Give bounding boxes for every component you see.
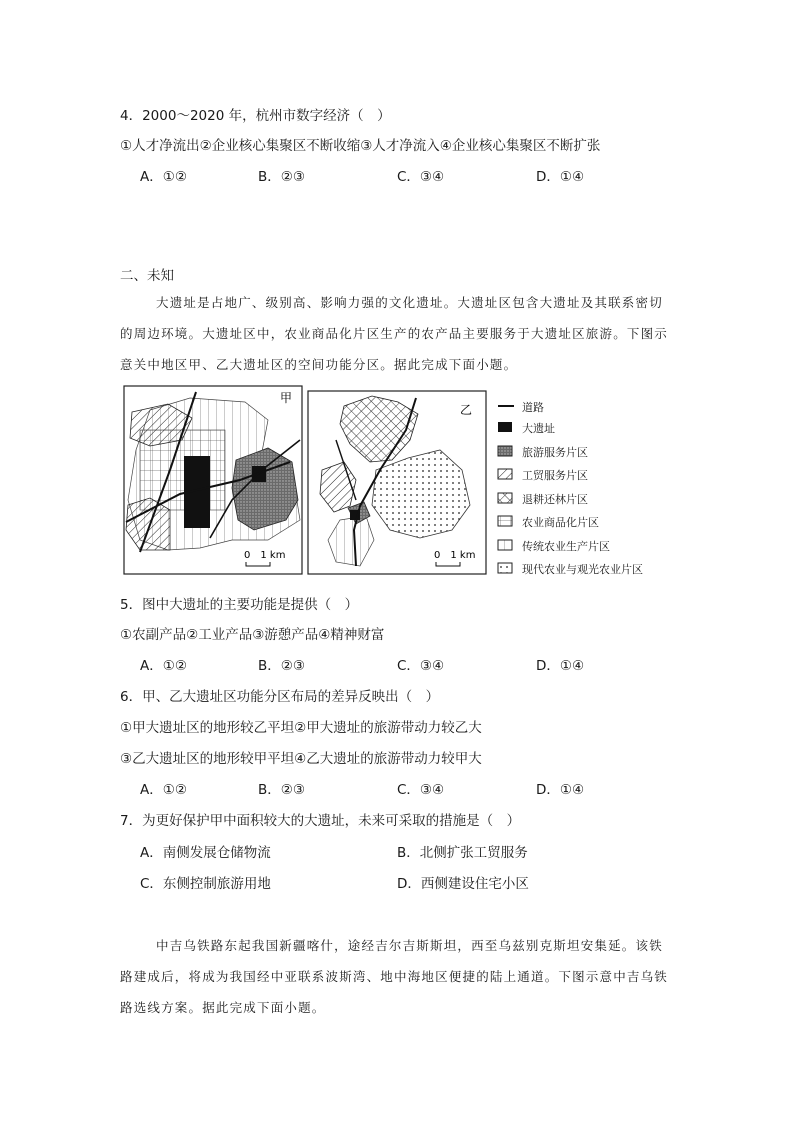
- map-yi-label: 乙: [460, 403, 473, 417]
- q6-option-c[interactable]: C．③④: [397, 782, 445, 798]
- map-yi-scale: 0 1 km: [434, 550, 476, 561]
- passage-line-3: 意关中地区甲、乙大遗址区的空间功能分区。据此完成下面小题。: [120, 357, 518, 372]
- legend-label-modern: 现代农业与观光农业片区: [522, 563, 643, 576]
- q7-option-c[interactable]: C．东侧控制旅游用地: [140, 876, 271, 892]
- q4-option-a[interactable]: A．①②: [140, 169, 187, 185]
- q7-stem: 7．为更好保护甲中面积较大的大遗址，未来可采取的措施是（ ）: [120, 813, 521, 829]
- q5-option-d[interactable]: D．①④: [536, 658, 585, 674]
- map-yi: [308, 391, 486, 574]
- q6-option-a[interactable]: A．①②: [140, 782, 187, 798]
- q4-statements: ①人才净流出②企业核心集聚区不断收缩③人才净流入④企业核心集聚区不断扩张: [120, 138, 601, 154]
- q7-option-b[interactable]: B．北侧扩张工贸服务: [397, 845, 528, 861]
- q4-option-c[interactable]: C．③④: [397, 169, 445, 185]
- passage-line-1: 大遗址是占地广、级别高、影响力强的文化遗址。大遗址区包含大遗址及其联系密切: [156, 295, 663, 310]
- legend-label-site: 大遗址: [522, 422, 555, 435]
- legend-swatch-industry: [498, 469, 512, 479]
- q5-option-a[interactable]: A．①②: [140, 658, 187, 674]
- q4-option-d[interactable]: D．①④: [536, 169, 585, 185]
- legend-label-traditional: 传统农业生产片区: [522, 540, 610, 553]
- q6-option-d[interactable]: D．①④: [536, 782, 585, 798]
- map-jia: [124, 386, 302, 574]
- legend-swatch-modern: [498, 563, 512, 573]
- legend-swatches: [498, 406, 514, 573]
- passage-line-2: 的周边环境。大遗址区中，农业商品化片区生产的农产品主要服务于大遗址区旅游。下图示: [120, 326, 669, 341]
- q6-option-b[interactable]: B．②③: [258, 782, 305, 798]
- legend-swatch-tourism: [498, 446, 512, 456]
- legend-label-forest: 退耕还林片区: [522, 493, 588, 506]
- legend-swatch-forest: [498, 493, 512, 503]
- q5-option-b[interactable]: B．②③: [258, 658, 305, 674]
- legend-swatch-site: [498, 422, 512, 432]
- legend-label-road: 道路: [522, 401, 544, 414]
- legend-swatch-agri-commercial: [498, 516, 512, 526]
- legend-label-tourism: 旅游服务片区: [522, 446, 588, 459]
- legend-label-agri-commercial: 农业商品化片区: [522, 516, 599, 529]
- q7-option-a[interactable]: A．南侧发展仓储物流: [140, 845, 271, 861]
- q6-statement-1: ①甲大遗址区的地形较乙平坦②甲大遗址的旅游带动力较乙大: [120, 720, 482, 736]
- q6-statement-2: ③乙大遗址区的地形较甲平坦④乙大遗址的旅游带动力较甲大: [120, 751, 482, 767]
- map-jia-label: 甲: [280, 391, 293, 405]
- q4-stem: 4．2000～2020 年，杭州市数字经济（ ）: [120, 108, 391, 124]
- legend-label-industry: 工贸服务片区: [522, 469, 588, 482]
- q6-stem: 6．甲、乙大遗址区功能分区布局的差异反映出（ ）: [120, 689, 440, 705]
- passage2-line-1: 中吉乌铁路东起我国新疆喀什，途经吉尔吉斯斯坦，西至乌兹别克斯坦安集延。该铁: [156, 938, 663, 953]
- q7-option-d[interactable]: D．西侧建设住宅小区: [397, 876, 529, 892]
- q5-option-c[interactable]: C．③④: [397, 658, 445, 674]
- q4-option-b[interactable]: B．②③: [258, 169, 305, 185]
- map-jia-scale: 0 1 km: [244, 550, 286, 561]
- q5-statements: ①农副产品②工业产品③游憩产品④精神财富: [120, 627, 385, 643]
- passage2-line-3: 路选线方案。据此完成下面小题。: [120, 1000, 326, 1015]
- passage2-line-2: 路建成后，将成为我国经中亚联系波斯湾、地中海地区便捷的陆上通道。下图示意中吉乌铁: [120, 969, 669, 984]
- section-heading: 二、未知: [120, 268, 174, 284]
- q5-stem: 5．图中大遗址的主要功能是提供（ ）: [120, 597, 359, 613]
- legend-swatch-traditional: [498, 540, 512, 550]
